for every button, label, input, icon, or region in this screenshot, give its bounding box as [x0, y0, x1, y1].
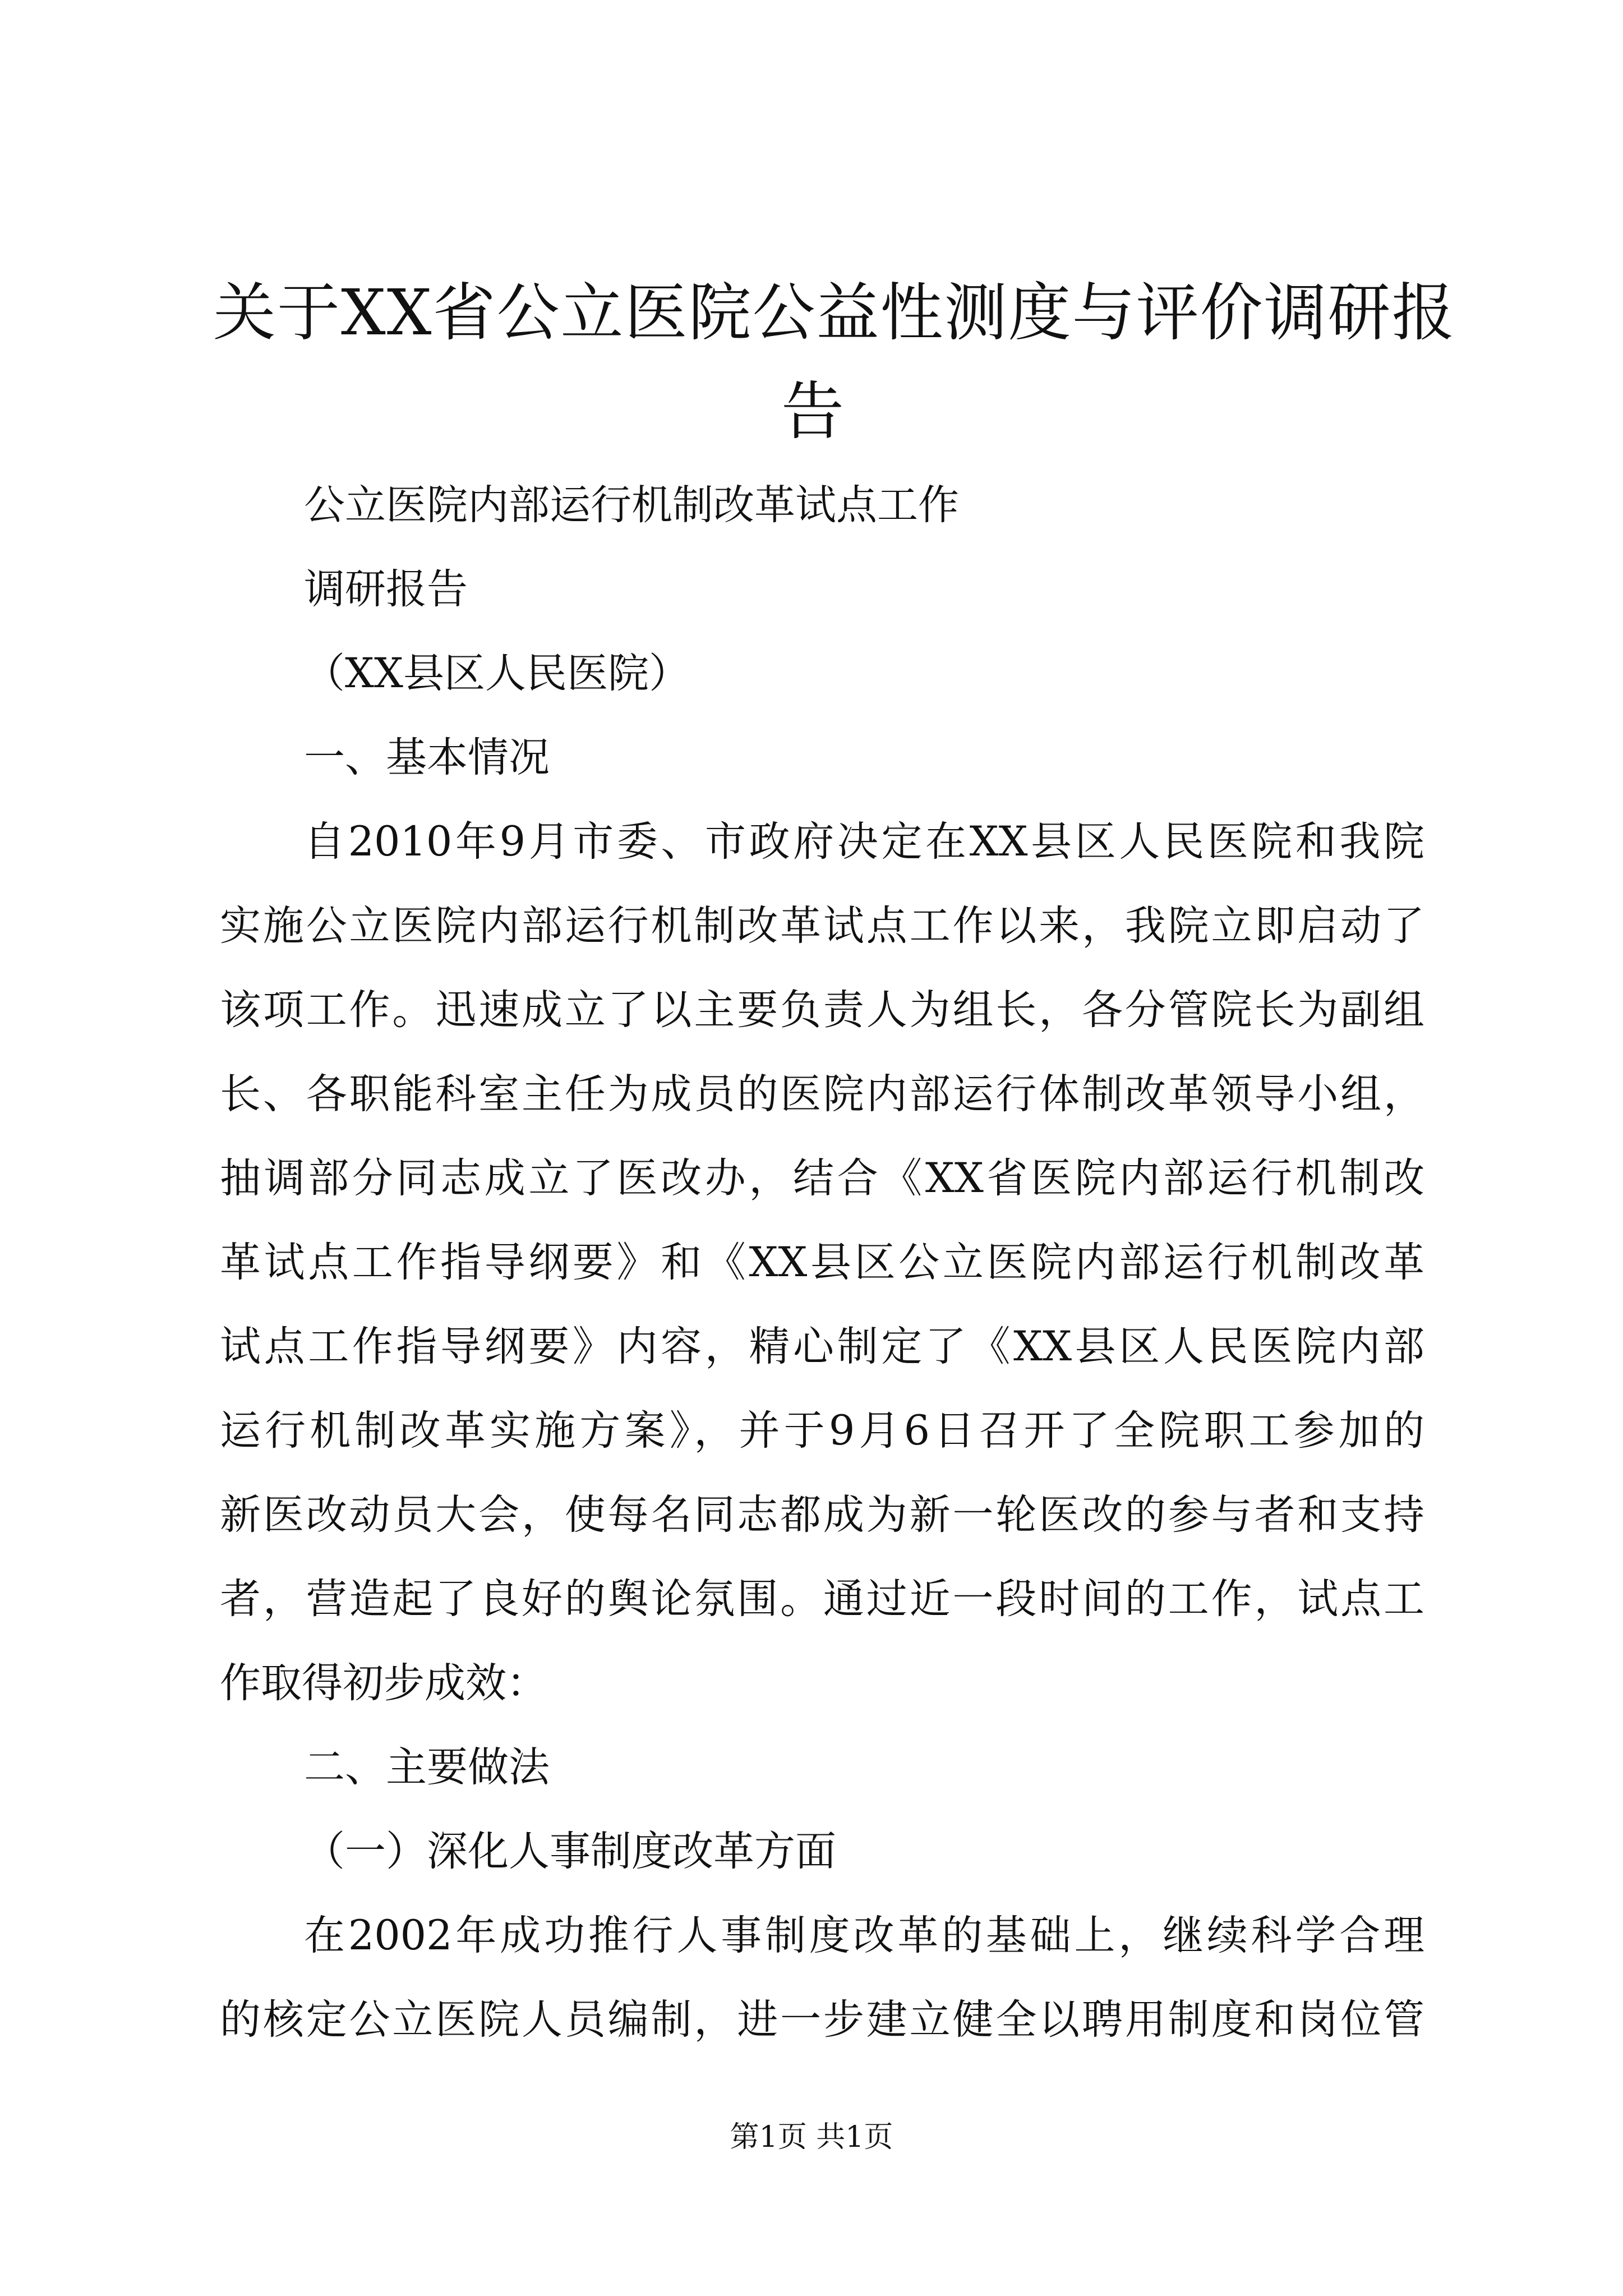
body-line: （XX县区人民医院） [304, 650, 690, 697]
body-line: 抽调部分同志成立了医改办，结合《XX省医院内部运行机制改 [220, 1154, 1424, 1202]
title-line-2: 告 [781, 375, 845, 448]
body-line: 公立医院内部运行机制改革试点工作 [304, 481, 959, 529]
body-line: 试点工作指导纲要》内容，精心制定了《XX县区人民医院内部 [220, 1323, 1424, 1370]
body-line: 运行机制改革实施方案》，并于9月6日召开了全院职工参加的 [220, 1407, 1424, 1455]
body-line: 新医改动员大会，使每名同志都成为新一轮医改的参与者和支持 [220, 1491, 1424, 1539]
body-line: 调研报告 [304, 565, 468, 613]
body-line: 二、主要做法 [304, 1743, 550, 1791]
body-line: 作取得初步成效： [220, 1659, 547, 1707]
body-line: 自2010年9月市委、市政府决定在XX县区人民医院和我院 [304, 818, 1424, 866]
body-line: 在2002年成功推行人事制度改革的基础上，继续科学合理 [304, 1912, 1424, 1959]
body-line: 实施公立医院内部运行机制改革试点工作以来，我院立即启动了 [220, 902, 1424, 950]
document-title [213, 264, 1456, 461]
body-line: （一）深化人事制度改革方面 [304, 1828, 836, 1875]
body-line: 该项工作。迅速成立了以主要负责人为组长，各分管院长为副组 [220, 986, 1424, 1034]
body-line: 长、各职能科室主任为成员的医院内部运行体制改革领导小组， [220, 1070, 1424, 1118]
body-line: 的核定公立医院人员编制，进一步建立健全以聘用制度和岗位管 [220, 1996, 1424, 2044]
document-body [220, 463, 1424, 2062]
title-line-1: 关于XX省公立医院公益性测度与评价调研报 [213, 277, 1456, 349]
body-line: 一、基本情况 [304, 734, 550, 781]
page-footer: 第1页 共1页 [730, 2120, 893, 2154]
body-line: 者，营造起了良好的舆论氛围。通过近一段时间的工作，试点工 [220, 1575, 1424, 1623]
body-line: 革试点工作指导纲要》和《XX县区公立医院内部运行机制改革 [220, 1239, 1424, 1286]
